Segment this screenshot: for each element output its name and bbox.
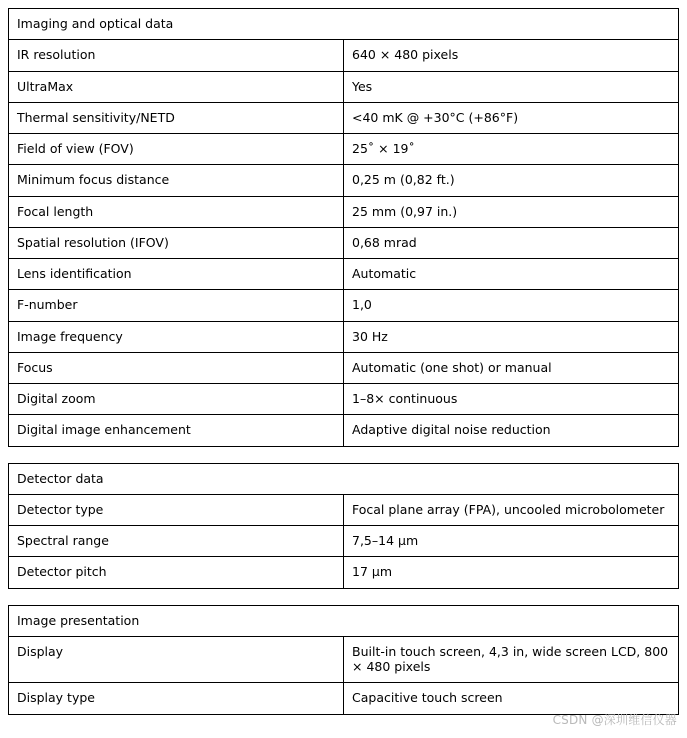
section-title: Imaging and optical data	[9, 9, 679, 40]
row-value: 25 mm (0,97 in.)	[344, 196, 679, 227]
table-row	[9, 352, 679, 383]
row-value: 1–8× continuous	[344, 384, 679, 415]
row-label: Digital zoom	[9, 384, 344, 415]
row-label: Lens identification	[9, 259, 344, 290]
table-row	[9, 290, 679, 321]
table-row	[9, 259, 679, 290]
row-label: Spectral range	[9, 526, 344, 557]
table-row	[9, 526, 679, 557]
spec-table-image-presentation	[8, 605, 679, 715]
row-label: Focal length	[9, 196, 344, 227]
row-label: Minimum focus distance	[9, 165, 344, 196]
row-label: Digital image enhancement	[9, 415, 344, 446]
row-value: 30 Hz	[344, 321, 679, 352]
table-row	[9, 165, 679, 196]
row-label: Field of view (FOV)	[9, 134, 344, 165]
row-value: Automatic	[344, 259, 679, 290]
row-value: Automatic (one shot) or manual	[344, 352, 679, 383]
section-title: Image presentation	[9, 605, 679, 636]
table-row	[9, 384, 679, 415]
spec-table-detector	[8, 463, 679, 589]
table-row	[9, 683, 679, 714]
table-row	[9, 494, 679, 525]
table-section-row	[9, 605, 679, 636]
table-section-row	[9, 9, 679, 40]
row-label: F-number	[9, 290, 344, 321]
row-label: Image frequency	[9, 321, 344, 352]
section-title: Detector data	[9, 463, 679, 494]
table-row	[9, 227, 679, 258]
row-value: 0,68 mrad	[344, 227, 679, 258]
row-value: Focal plane array (FPA), uncooled microbolometer	[344, 494, 679, 525]
row-value: Capacitive touch screen	[344, 683, 679, 714]
table-row	[9, 321, 679, 352]
table-row	[9, 196, 679, 227]
row-value: 25˚ × 19˚	[344, 134, 679, 165]
row-label: Detector type	[9, 494, 344, 525]
watermark: CSDN @深圳维信仪器	[552, 713, 677, 727]
row-value: 1,0	[344, 290, 679, 321]
row-value: Yes	[344, 71, 679, 102]
row-label: Display type	[9, 683, 344, 714]
spec-table-imaging	[8, 8, 679, 447]
row-value: Built-in touch screen, 4,3 in, wide screen LCD, 800 × 480 pixels	[344, 636, 679, 683]
row-value: 7,5–14 µm	[344, 526, 679, 557]
row-value: Adaptive digital noise reduction	[344, 415, 679, 446]
row-label: UltraMax	[9, 71, 344, 102]
row-value: 17 µm	[344, 557, 679, 588]
row-label: Thermal sensitivity/NETD	[9, 102, 344, 133]
table-row	[9, 40, 679, 71]
row-label: Display	[9, 636, 344, 683]
row-label: Detector pitch	[9, 557, 344, 588]
table-row	[9, 102, 679, 133]
row-label: Spatial resolution (IFOV)	[9, 227, 344, 258]
row-value: 0,25 m (0,82 ft.)	[344, 165, 679, 196]
table-row	[9, 71, 679, 102]
row-label: IR resolution	[9, 40, 344, 71]
table-section-row	[9, 463, 679, 494]
table-row	[9, 134, 679, 165]
row-label: Focus	[9, 352, 344, 383]
row-value: 640 × 480 pixels	[344, 40, 679, 71]
table-row	[9, 636, 679, 683]
table-row	[9, 415, 679, 446]
table-row	[9, 557, 679, 588]
row-value: <40 mK @ +30°C (+86°F)	[344, 102, 679, 133]
